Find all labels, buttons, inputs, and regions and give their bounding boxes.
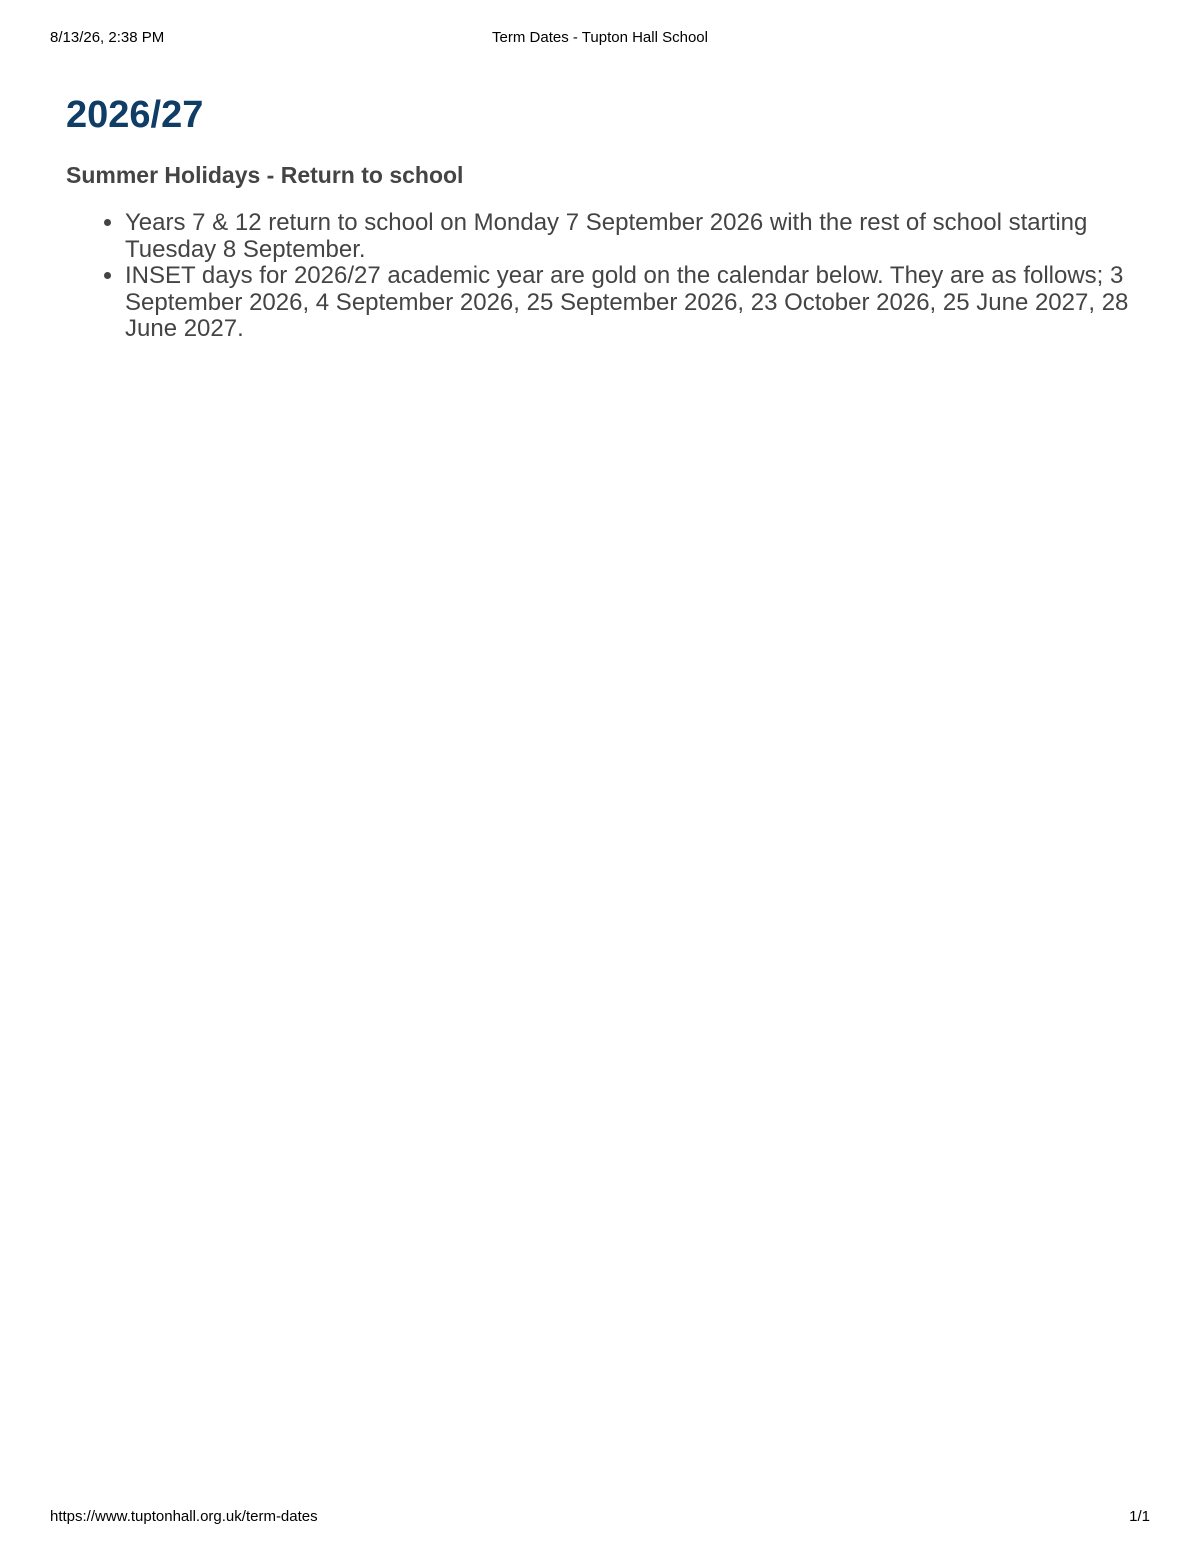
list-item: • Years 7 & 12 return to school on Monday 7 September 2026 with the rest of school starting Tuesday 8 September. — [125, 210, 1146, 263]
list-item: • INSET days for 2026/27 academic year are gold on the calendar below. They are as follows; 3 September 2026, 4 September 2026, 25 September 2026, 23 October 2026, 25 June 2027, 28 June 2027. — [125, 263, 1146, 343]
print-page-number: 1/1 — [1129, 1508, 1150, 1525]
info-list — [66, 210, 1146, 343]
print-page-title: Term Dates - Tupton Hall School — [492, 29, 708, 46]
year-heading: 2026/27 — [66, 94, 204, 136]
print-header — [50, 29, 1150, 49]
main-content — [66, 90, 1146, 343]
section-heading: Summer Holidays - Return to school — [66, 162, 464, 188]
print-datetime: 8/13/26, 2:38 PM — [50, 29, 165, 46]
print-url: https://www.tuptonhall.org.uk/term-dates — [50, 1508, 318, 1525]
print-footer — [50, 1508, 1150, 1528]
